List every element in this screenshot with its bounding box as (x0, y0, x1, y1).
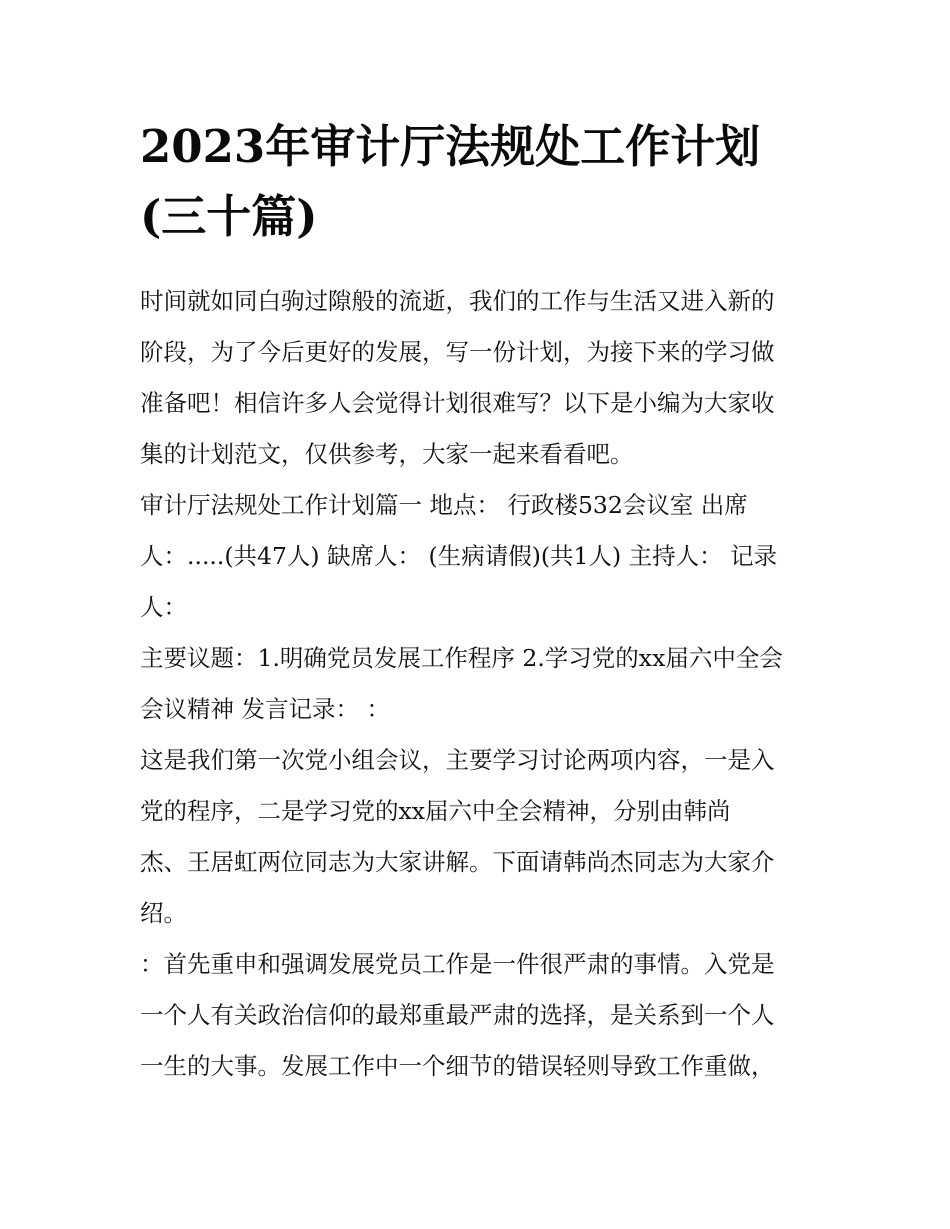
meeting-info-paragraph (140, 480, 812, 633)
text-line: 会议精神 发言记录： ： (140, 695, 390, 723)
text-line: 党的程序，二是学习党的xx届六中全会精神，分别由韩尚 (140, 797, 731, 825)
text-line: 一生的大事。发展工作中一个细节的错误轻则导致工作重做， (140, 1052, 775, 1080)
text-line: ：首先重申和强调发展党员工作是一件很严肃的事情。入党是 (140, 950, 775, 978)
document-title (140, 112, 812, 252)
text-line: 一个人有关政治信仰的最郑重最严肃的选择，是关系到一个人 (140, 1001, 775, 1029)
text-line: 人： (140, 593, 187, 621)
text-line: 时间就如同白驹过隙般的流逝，我们的工作与生活又进入新的 (140, 287, 775, 315)
text-line: 主要议题：1.明确党员发展工作程序 2.学习党的xx届六中全会 (140, 644, 783, 672)
text-line: 阶段，为了今后更好的发展，写一份计划，为接下来的学习做 (140, 338, 775, 366)
title-line: (三十篇) (140, 190, 318, 243)
title-line: 2023年审计厅法规处工作计划 (140, 120, 761, 173)
text-line: 准备吧！相信许多人会觉得计划很难写？以下是小编为大家收 (140, 389, 775, 417)
speech-paragraph (140, 939, 812, 1092)
text-line: 绍。 (140, 899, 187, 927)
agenda-paragraph (140, 633, 812, 735)
text-line: 审计厅法规处工作计划篇一 地点： 行政楼532会议室 出席 (140, 491, 748, 519)
spacer (140, 252, 812, 276)
text-line: 这是我们第一次党小组会议，主要学习讨论两项内容，一是入 (140, 746, 775, 774)
document-body (140, 112, 812, 1092)
intro-paragraph (140, 276, 812, 480)
text-line: 集的计划范文，仅供参考，大家一起来看看吧。 (140, 440, 634, 468)
text-line: 人：.....(共47人) 缺席人： (生病请假)(共1人) 主持人： 记录 (140, 542, 778, 570)
opening-paragraph (140, 735, 812, 939)
text-line: 杰、王居虹两位同志为大家讲解。下面请韩尚杰同志为大家介 (140, 848, 775, 876)
